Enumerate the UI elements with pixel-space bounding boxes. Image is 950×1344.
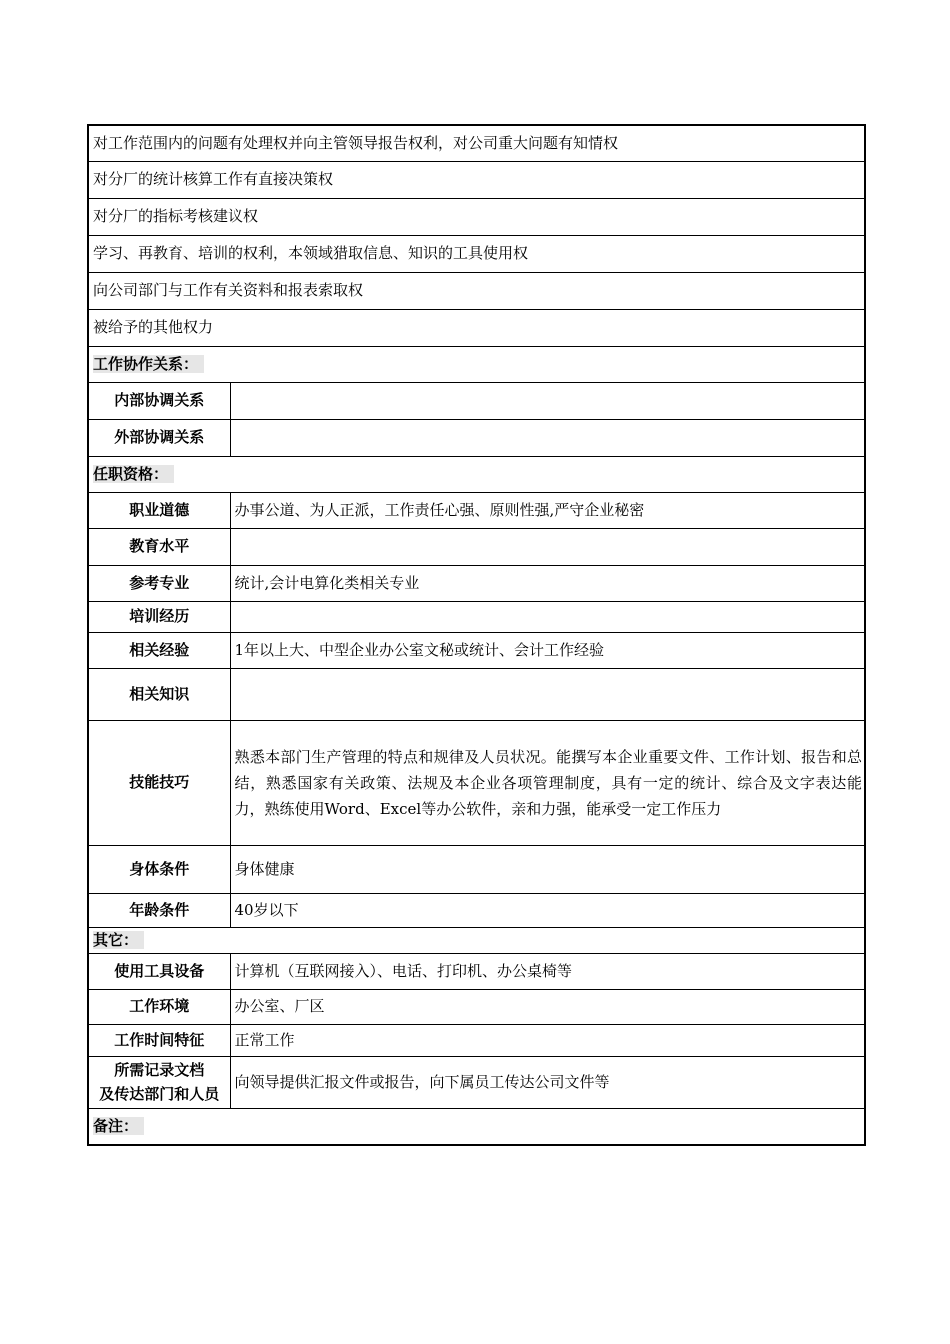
qualification-row	[88, 565, 865, 601]
remarks-heading: 备注：	[93, 1117, 144, 1135]
other-row	[88, 1056, 865, 1108]
field-label: 培训经历	[88, 601, 230, 632]
field-value: 40岁以下	[230, 893, 865, 927]
authority-item: 向公司部门与工作有关资料和报表索取权	[88, 272, 865, 309]
authority-item: 对分厂的指标考核建议权	[88, 198, 865, 235]
field-value	[230, 528, 865, 565]
field-label: 外部协调关系	[88, 419, 230, 456]
field-label: 内部协调关系	[88, 382, 230, 419]
field-label: 身体条件	[88, 845, 230, 893]
field-value: 统计,会计电算化类相关专业	[230, 565, 865, 601]
field-label: 技能技巧	[88, 720, 230, 845]
qualification-row	[88, 720, 865, 845]
field-value: 身体健康	[230, 845, 865, 893]
other-heading: 其它：	[93, 931, 144, 949]
field-value: 熟悉本部门生产管理的特点和规律及人员状况。能撰写本企业重要文件、工作计划、报告和总结，熟悉国家有关政策、法规及本企业各项管理制度，具有一定的统计、综合及文字表达能力，熟练使用Word、Excel等办公软件，亲和力强，能承受一定工作压力	[230, 720, 865, 845]
section-row	[88, 927, 865, 953]
section-row	[88, 456, 865, 492]
field-label-line: 及传达部门和人员	[99, 1085, 220, 1103]
authority-row	[88, 309, 865, 346]
authority-item: 被给予的其他权力	[88, 309, 865, 346]
field-label: 使用工具设备	[88, 953, 230, 989]
field-label: 年龄条件	[88, 893, 230, 927]
authority-row	[88, 198, 865, 235]
section-row	[88, 1108, 865, 1145]
qualification-row	[88, 668, 865, 720]
authority-row	[88, 235, 865, 272]
field-label: 工作时间特征	[88, 1024, 230, 1056]
job-description-table	[87, 124, 866, 1146]
section-row	[88, 346, 865, 382]
field-value: 1年以上大、中型企业办公室文秘或统计、会计工作经验	[230, 632, 865, 668]
qualification-row	[88, 893, 865, 927]
field-value: 计算机（互联网接入）、电话、打印机、办公桌椅等	[230, 953, 865, 989]
field-label: 职业道德	[88, 492, 230, 528]
field-label: 参考专业	[88, 565, 230, 601]
field-label-line: 所需记录文档	[114, 1061, 205, 1079]
qualification-row	[88, 528, 865, 565]
authority-item: 学习、再教育、培训的权利，本领域猎取信息、知识的工具使用权	[88, 235, 865, 272]
field-label	[88, 1056, 230, 1108]
cooperation-row	[88, 419, 865, 456]
field-label: 教育水平	[88, 528, 230, 565]
field-value	[230, 419, 865, 456]
other-row	[88, 1024, 865, 1056]
field-value: 办事公道、为人正派，工作责任心强、原则性强,严守企业秘密	[230, 492, 865, 528]
qualification-row	[88, 601, 865, 632]
authority-row	[88, 161, 865, 198]
field-value: 正常工作	[230, 1024, 865, 1056]
qualification-row	[88, 632, 865, 668]
field-value: 向领导提供汇报文件或报告，向下属员工传达公司文件等	[230, 1056, 865, 1108]
authority-item: 对工作范围内的问题有处理权并向主管领导报告权利，对公司重大问题有知情权	[88, 125, 865, 161]
other-row	[88, 989, 865, 1024]
cooperation-heading: 工作协作关系：	[93, 355, 204, 373]
authority-item: 对分厂的统计核算工作有直接决策权	[88, 161, 865, 198]
field-value	[230, 382, 865, 419]
cooperation-row	[88, 382, 865, 419]
qualification-row	[88, 492, 865, 528]
authority-row	[88, 272, 865, 309]
qualification-heading: 任职资格：	[93, 465, 174, 483]
field-label: 工作环境	[88, 989, 230, 1024]
field-label: 相关经验	[88, 632, 230, 668]
other-row	[88, 953, 865, 989]
field-label: 相关知识	[88, 668, 230, 720]
field-value	[230, 601, 865, 632]
authority-row	[88, 125, 865, 161]
field-value	[230, 668, 865, 720]
qualification-row	[88, 845, 865, 893]
field-value: 办公室、厂区	[230, 989, 865, 1024]
